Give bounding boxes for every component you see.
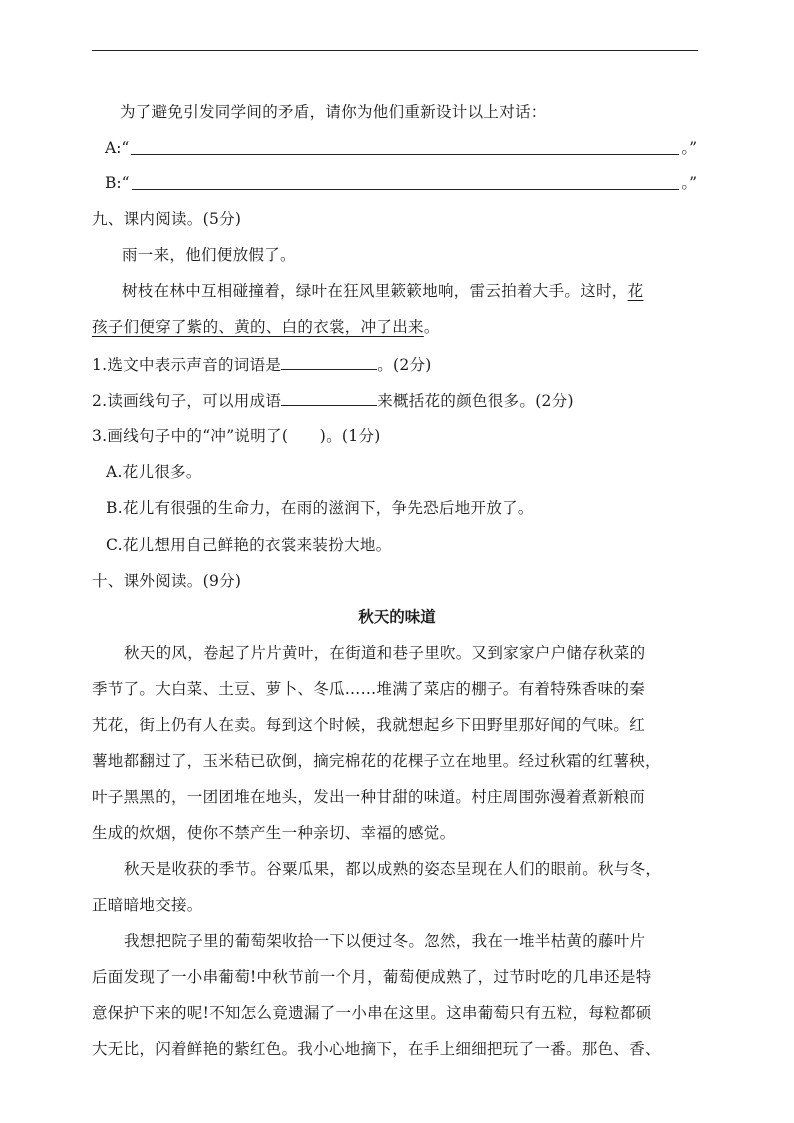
option-c[interactable]: C.花儿想用自己鲜艳的衣裳来装扮大地。	[106, 536, 392, 554]
option-b[interactable]: B.花儿有很强的生命力，在雨的滋润下，争先恐后地开放了。	[106, 499, 534, 517]
question-text: 1.选文中表示声音的词语是	[92, 356, 282, 374]
question-text: 2.读画线句子，可以用成语	[92, 392, 282, 410]
underlined-sentence: 孩子们便穿了紫的、黄的、白的衣裳，冲了出来	[92, 318, 424, 336]
answer-blank-b[interactable]	[132, 174, 680, 190]
question-1	[92, 353, 432, 376]
dialog-instruction: 为了避免引发同学间的矛盾，请你为他们重新设计以上对话：	[120, 103, 547, 121]
speaker-label: A:	[105, 139, 122, 157]
dialog-line-a[interactable]	[105, 137, 697, 159]
header-rule	[92, 50, 698, 51]
section-10-heading: 十、课外阅读。(9分)	[92, 572, 242, 590]
article-line: 薯地都翻过了，玉米秸已砍倒，摘完棉花的花棵子立在地里。经过秋霜的红薯秧，	[92, 752, 661, 770]
article-line: 叶子黑黑的，一团团堆在地头，发出一种甘甜的味道。村庄周围弥漫着煮新粮而	[92, 788, 646, 806]
passage-9-para-2-line-2	[92, 316, 440, 338]
open-quote: “	[121, 139, 130, 157]
close-quote: 。”	[681, 174, 697, 192]
article-line: 艽花，街上仍有人在卖。每到这个时候，我就想起乡下田野里那好闻的气味。红	[92, 716, 646, 734]
article-line: 正暗暗地交接。	[92, 896, 203, 914]
close-quote: 。”	[681, 139, 697, 157]
article-title: 秋天的味道	[358, 608, 436, 626]
question-3: 3.画线句子中的“冲”说明了( )。(1分)	[92, 427, 381, 445]
dialog-line-b[interactable]	[105, 172, 697, 194]
text-plain: 树枝在林中互相碰撞着，绿叶在狂风里簌簌地响，雷云拍着大手。这时，	[122, 282, 628, 300]
answer-blank-a[interactable]	[131, 139, 679, 155]
option-a[interactable]: A.花儿很多。	[106, 463, 202, 481]
passage-9-para-1: 雨一来，他们便放假了。	[122, 246, 296, 264]
answer-blank-q1[interactable]	[281, 353, 377, 370]
article-line: 意保护下来的呢!不知怎么竟遗漏了一小串在这里。这串葡萄只有五粒，每粒都硕	[92, 1004, 652, 1022]
question-2	[92, 389, 574, 412]
article-line: 生成的炊烟，使你不禁产生一种亲切、幸福的感觉。	[92, 824, 456, 842]
article-line: 秋天的风，卷起了片片黄叶，在街道和巷子里吹。又到家家户户储存秋菜的	[124, 644, 646, 662]
passage-9-para-2-line-1	[122, 280, 643, 302]
underlined-sentence: 花	[627, 282, 644, 300]
article-line: 大无比，闪着鲜艳的紫红色。我小心地摘下，在手上细细把玩了一番。那色、香、	[92, 1040, 661, 1058]
section-9-heading: 九、课内阅读。(5分)	[92, 210, 242, 228]
question-score: 。(2分)	[377, 356, 432, 374]
article-line: 后面发现了一小串葡萄!中秋节前一个月，葡萄便成熟了，过节时吃的几串还是特	[92, 968, 652, 986]
text-plain: 。	[423, 318, 440, 336]
speaker-label: B:	[105, 174, 122, 192]
article-line: 季节了。大白菜、土豆、萝卜、冬瓜……堆满了菜店的棚子。有着特殊香味的秦	[92, 680, 646, 698]
open-quote: “	[121, 174, 130, 192]
article-line: 秋天是收获的季节。谷粟瓜果，都以成熟的姿态呈现在人们的眼前。秋与冬，	[124, 860, 662, 878]
question-score: 来概括花的颜色很多。(2分)	[377, 392, 574, 410]
article-line: 我想把院子里的葡萄架收拾一下以便过冬。忽然，我在一堆半枯黄的藤叶片	[124, 932, 646, 950]
answer-blank-q2[interactable]	[281, 389, 377, 406]
